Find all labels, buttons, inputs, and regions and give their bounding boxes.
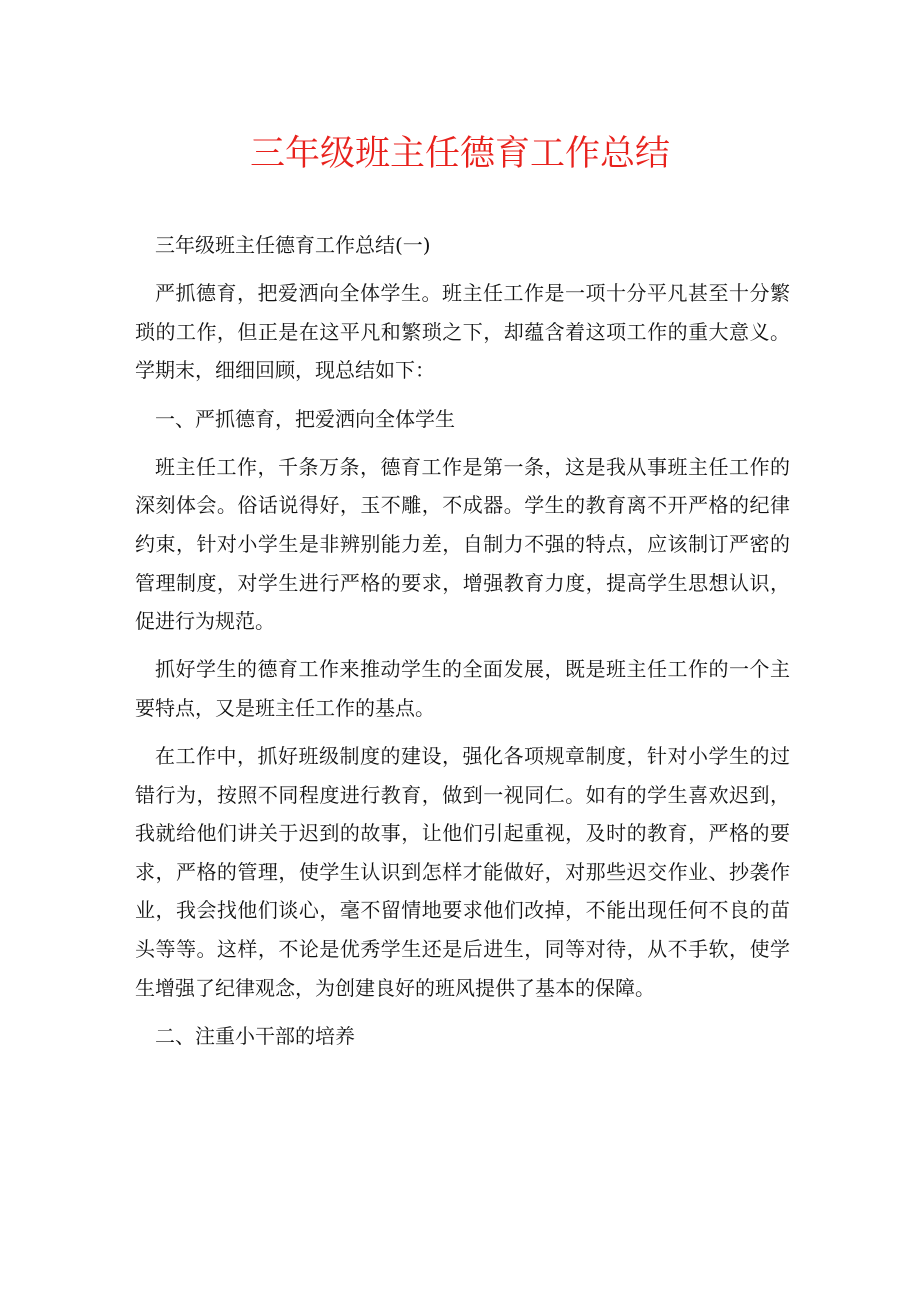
section-subtitle: 三年级班主任德育工作总结(一) <box>155 233 431 257</box>
intro-paragraph: 严抓德育，把爱洒向全体学生。班主任工作是一项十分平凡甚至十分繁琐的工作，但正是在这平凡和繁琐之下，却蕴含着这项工作的重大意义。学期末，细细回顾，现总结如下： <box>135 281 790 383</box>
body-paragraph: 班主任工作，千条万条，德育工作是第一条，这是我从事班主任工作的深刻体会。俗话说得好，玉不雕，不成器。学生的教育离不开严格的纪律约束，针对小学生是非辨别能力差，自制力不强的特点，应该制订严密的管理制度，对学生进行严格的要求，增强教育力度，提高学生思想认识，促进行为规范。 <box>135 454 790 634</box>
document-body <box>135 226 790 1055</box>
section-heading-1: 一、严抓德育，把爱洒向全体学生 <box>155 406 455 431</box>
body-paragraph: 抓好学生的德育工作来推动学生的全面发展，既是班主任工作的一个主要特点，又是班主任工作的基点。 <box>135 657 790 720</box>
section-heading-2: 二、注重小干部的培养 <box>155 1023 355 1048</box>
document-title: 三年级班主任德育工作总结 <box>249 134 670 174</box>
body-paragraph: 在工作中，抓好班级制度的建设，强化各项规章制度，针对小学生的过错行为，按照不同程度进行教育，做到一视同仁。如有的学生喜欢迟到，我就给他们讲关于迟到的故事，让他们引起重视，及时的教育，严格的要求，严格的管理，使学生认识到怎样才能做好，对那些迟交作业、抄袭作业，我会找他们谈心，毫不留情地要求他们改掉，不能出现任何不良的苗头等等。这样，不论是优秀学生还是后进生，同等对待，从不手软，使学生增强了纪律观念，为创建良好的班风提供了基本的保障。 <box>135 744 790 1000</box>
